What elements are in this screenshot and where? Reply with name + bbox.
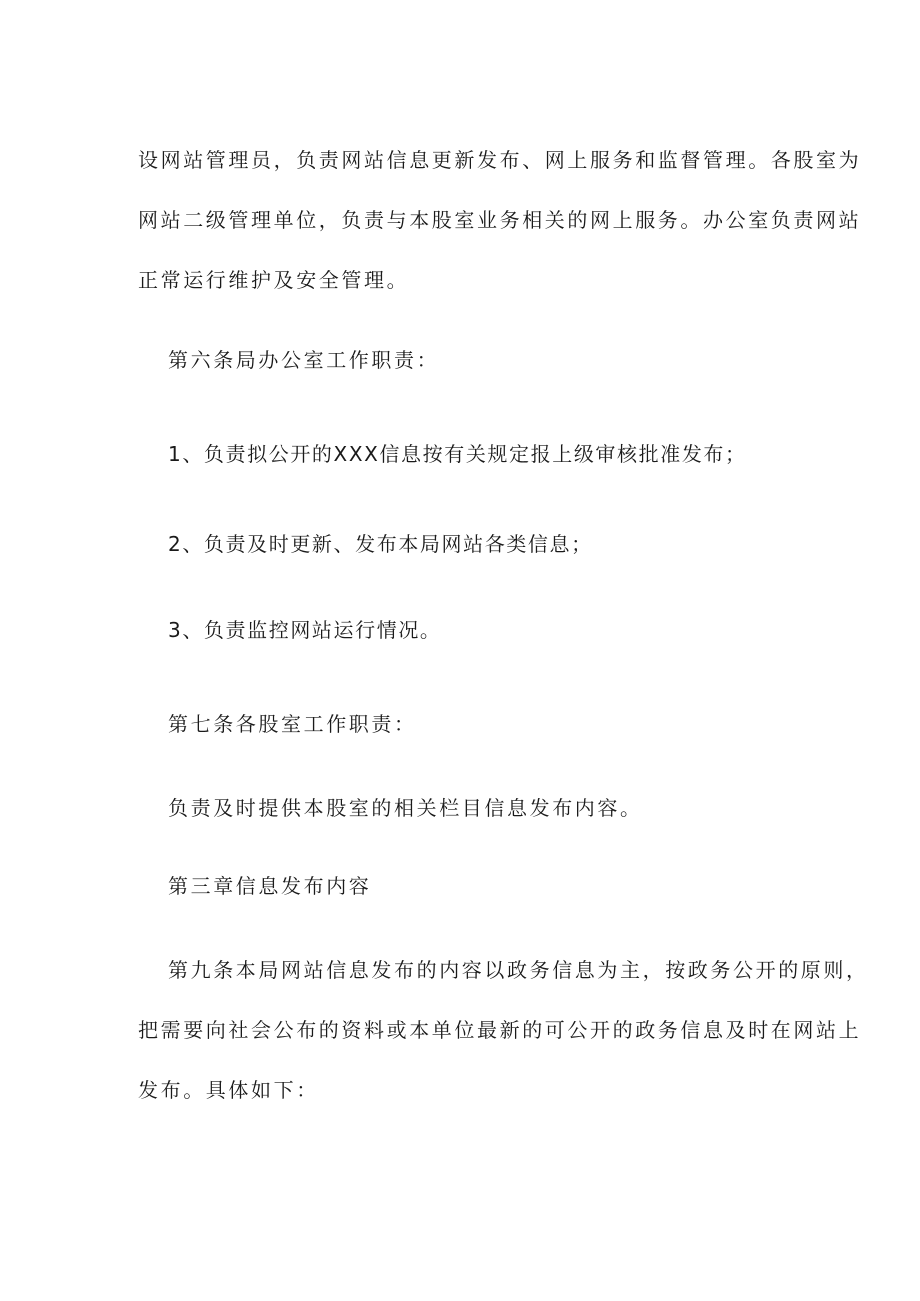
paragraph-line: 设网站管理员，负责网站信息更新发布、网上服务和监督管理。各股室为 [138,148,862,172]
article-6-heading: 第六条局办公室工作职责： [168,348,440,372]
article-7-body: 负责及时提供本股室的相关栏目信息发布内容。 [168,796,643,820]
article-9-line: 把需要向社会公布的资料或本单位最新的可公开的政务信息及时在网站上 [138,1018,862,1042]
list-item: 2、负责及时更新、发布本局网站各类信息； [168,532,593,556]
chapter-3-heading: 第三章信息发布内容 [168,874,372,898]
paragraph-line: 正常运行维护及安全管理。 [138,268,410,292]
article-9-line: 发布。具体如下： [138,1078,319,1102]
article-9-line: 第九条本局网站信息发布的内容以政务信息为主，按政务公开的原则， [168,958,869,982]
article-7-heading: 第七条各股室工作职责： [168,712,417,736]
list-item: 1、负责拟公开的XXX信息按有关规定报上级审核批准发布； [168,442,747,466]
paragraph-line: 网站二级管理单位，负责与本股室业务相关的网上服务。办公室负责网站 [138,208,862,232]
list-item: 3、负责监控网站运行情况。 [168,618,442,642]
